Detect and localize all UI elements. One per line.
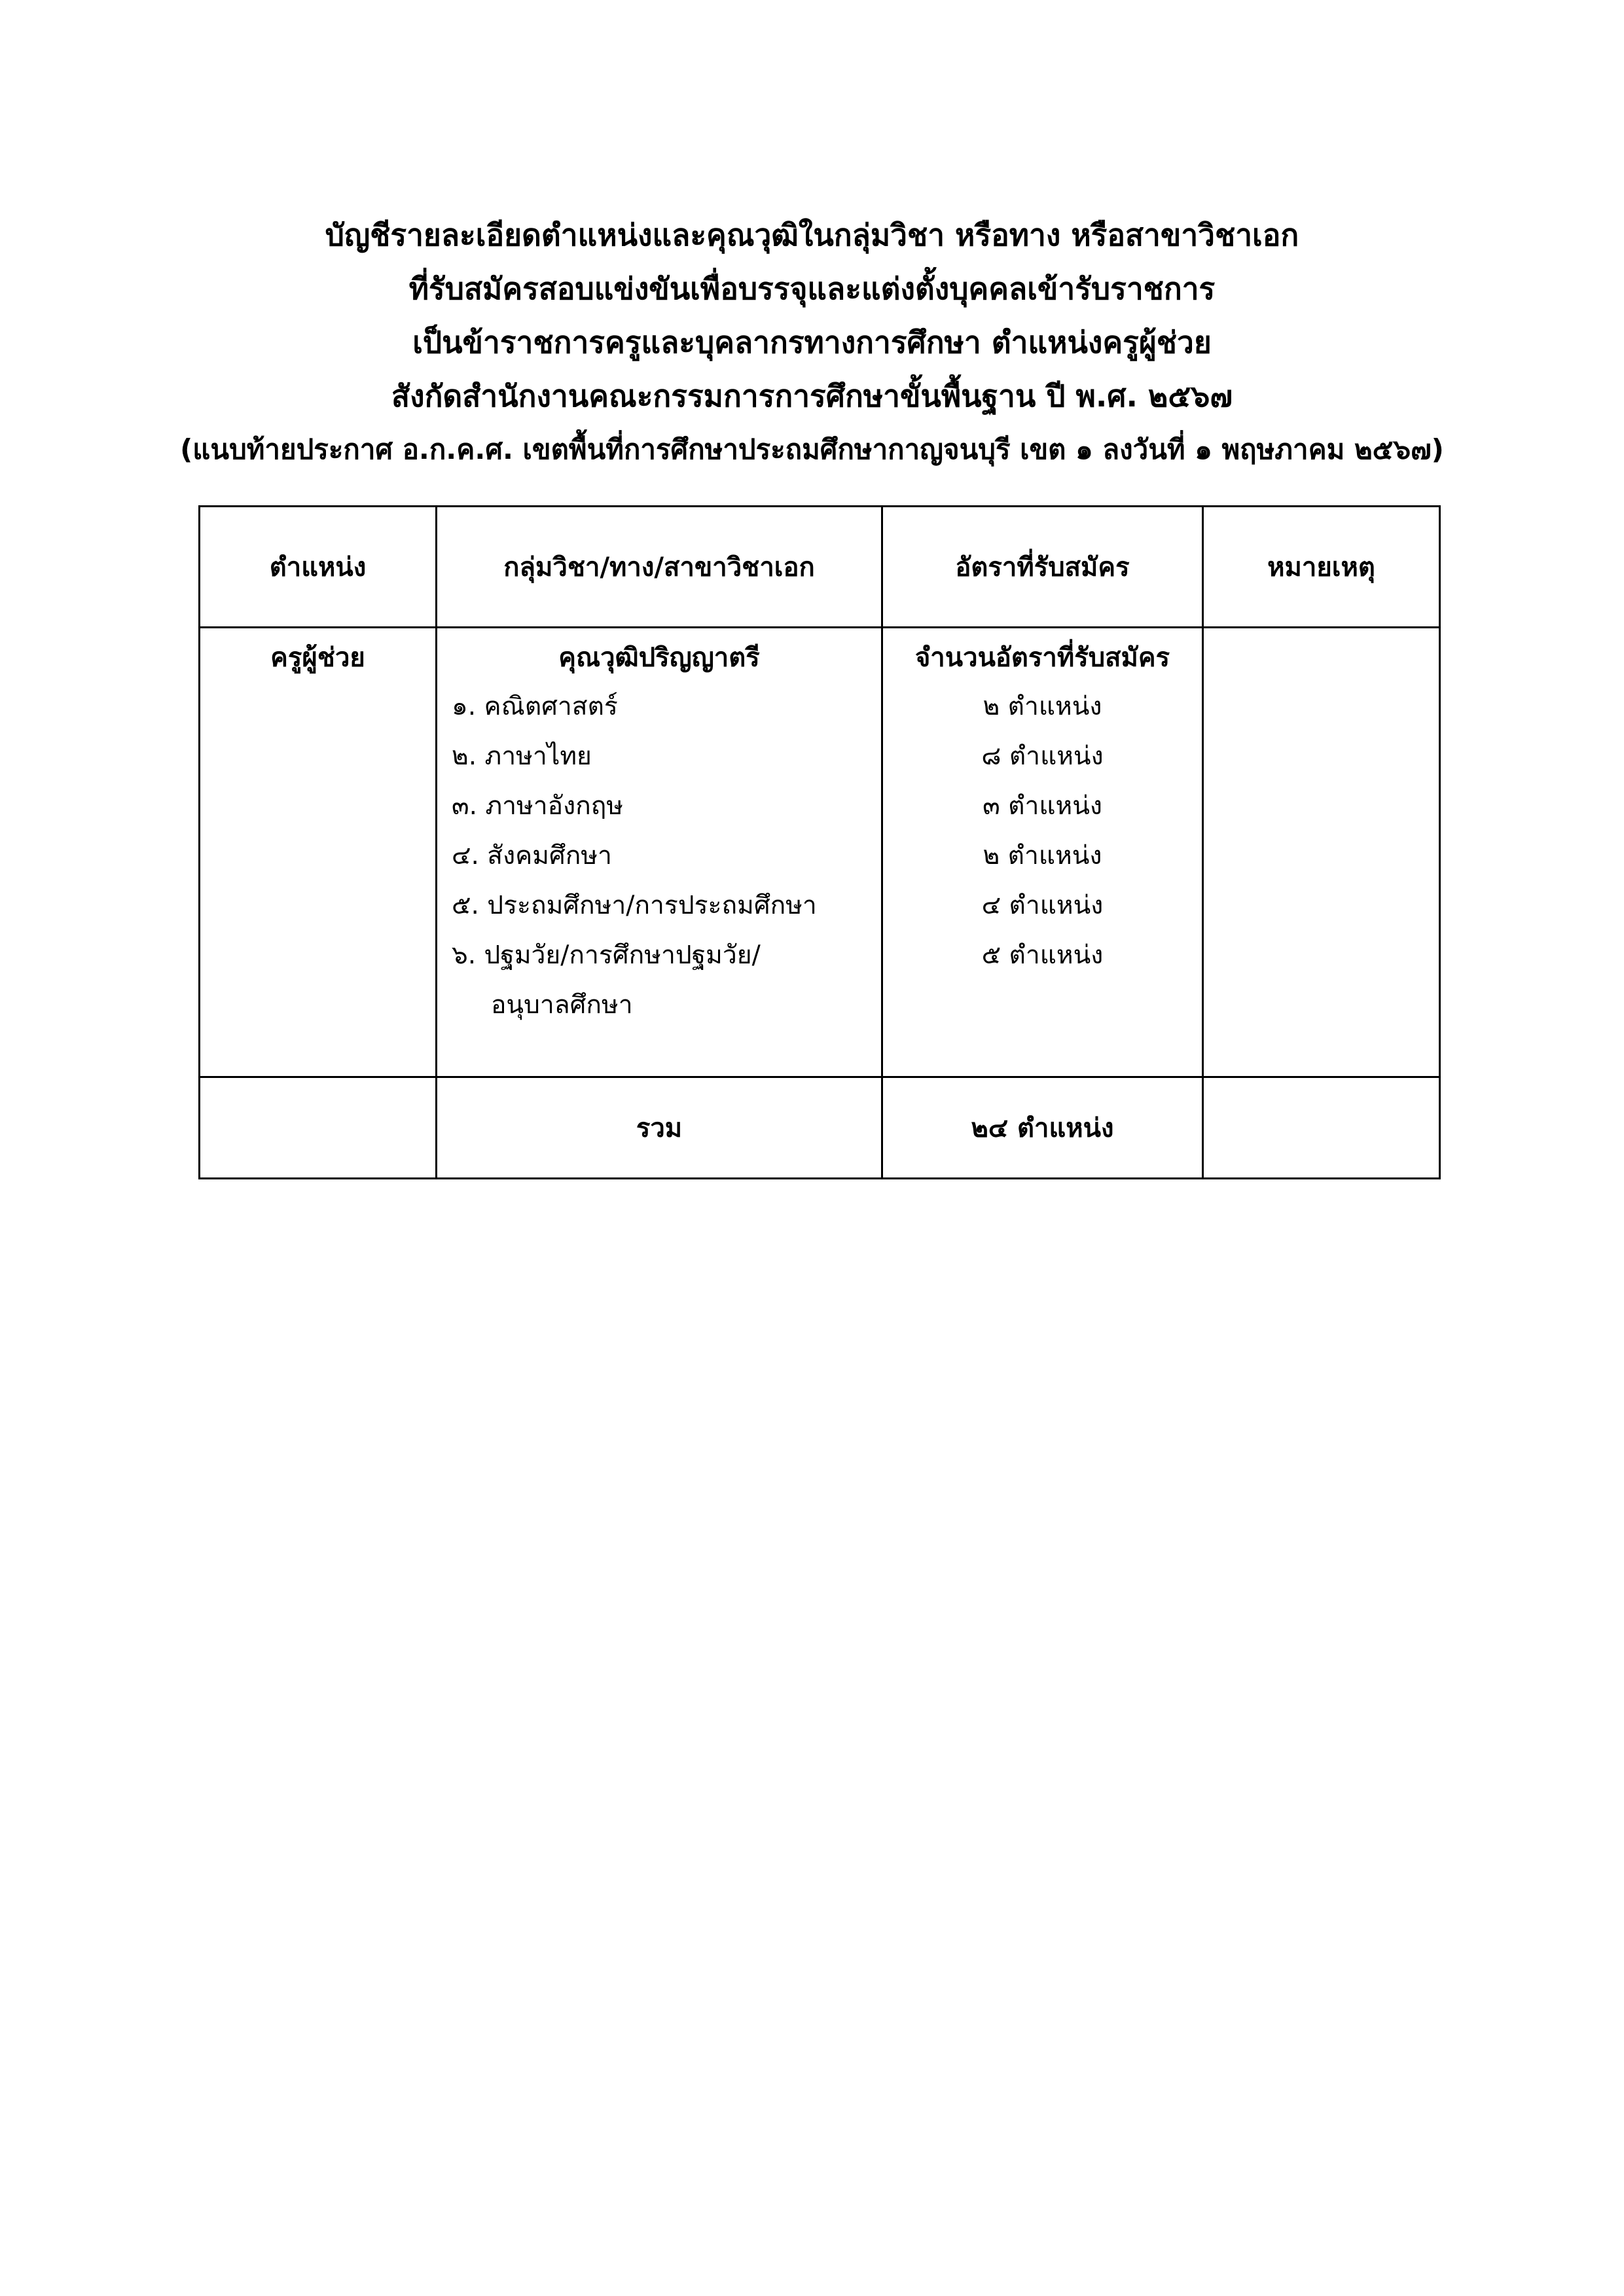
subject-list — [437, 682, 881, 1030]
list-item — [452, 732, 881, 781]
table-row — [200, 628, 1440, 1077]
rate-item: ๒ ตำแหน่ง — [983, 841, 1102, 870]
rate-item: ๕ ตำแหน่ง — [981, 941, 1104, 970]
subject-cell — [437, 628, 882, 1077]
remark-cell — [1203, 628, 1440, 1077]
header-subject: กลุ่มวิชา/ทาง/สาขาวิชาเอก — [437, 507, 882, 628]
rate-item: ๔ ตำแหน่ง — [981, 891, 1104, 920]
rate-item: ๒ ตำแหน่ง — [983, 692, 1102, 721]
total-empty-cell — [200, 1077, 437, 1179]
subject-item: ๑. คณิตศาสตร์ — [452, 692, 618, 721]
title-line-4: สังกัดสำนักงานคณะกรรมการการศึกษาขั้นพื้นฐาน ปี พ.ศ. ๒๕๖๗ — [391, 378, 1233, 414]
title-line-2: ที่รับสมัครสอบแข่งขันเพื่อบรรจุและแต่งตั้งบุคคลเข้ารับราชการ — [408, 271, 1216, 306]
subject-item: ๔. สังคมศึกษา — [452, 841, 612, 870]
subject-item: ๖. ปฐมวัย/การศึกษาปฐมวัย/ — [452, 941, 761, 970]
title-line-3: เป็นข้าราชการครูและบุคลากรทางการศึกษา ตำแหน่งครูผู้ช่วย — [412, 325, 1212, 360]
header-remark: หมายเหตุ — [1203, 507, 1440, 628]
positions-table — [198, 505, 1441, 1179]
rate-cell — [882, 628, 1203, 1077]
header-rate: อัตราที่รับสมัคร — [882, 507, 1203, 628]
title-line-1: บัญชีรายละเอียดตำแหน่งและคุณวุฒิในกลุ่มวิชา หรือทาง หรือสาขาวิชาเอก — [325, 217, 1299, 253]
subject-item: ๒. ภาษาไทย — [452, 742, 592, 771]
position-value: ครูผู้ช่วย — [270, 643, 365, 673]
title-line-5: (แนบท้ายประกาศ อ.ก.ค.ศ. เขตพื้นที่การศึกษาประถมศึกษากาญจนบุรี เขต ๑ ลงวันที่ ๑ พฤษภาคม ๒๕๖๗) — [180, 433, 1444, 465]
position-cell — [200, 628, 437, 1077]
rate-list — [883, 682, 1202, 980]
total-value: ๒๔ ตำแหน่ง — [882, 1077, 1203, 1179]
header-position: ตำแหน่ง — [200, 507, 437, 628]
table-header-row — [200, 507, 1440, 628]
document-header — [0, 208, 1624, 476]
subject-item-continuation: อนุบาลศึกษา — [491, 990, 633, 1020]
rate-item: ๘ ตำแหน่ง — [981, 742, 1104, 771]
total-label: รวม — [437, 1077, 882, 1179]
list-item — [452, 931, 881, 1030]
list-item — [452, 831, 881, 881]
subject-item: ๓. ภาษาอังกฤษ — [452, 791, 624, 821]
list-item — [452, 881, 881, 931]
subject-item: ๕. ประถมศึกษา/การประถมศึกษา — [452, 891, 817, 920]
table-total-row — [200, 1077, 1440, 1179]
rate-item: ๓ ตำแหน่ง — [983, 791, 1102, 821]
list-item — [452, 682, 881, 732]
rate-title: จำนวนอัตราที่รับสมัคร — [914, 643, 1170, 673]
total-remark-cell — [1203, 1077, 1440, 1179]
list-item — [452, 781, 881, 831]
qualification-title: คุณวุฒิปริญญาตรี — [558, 643, 760, 673]
